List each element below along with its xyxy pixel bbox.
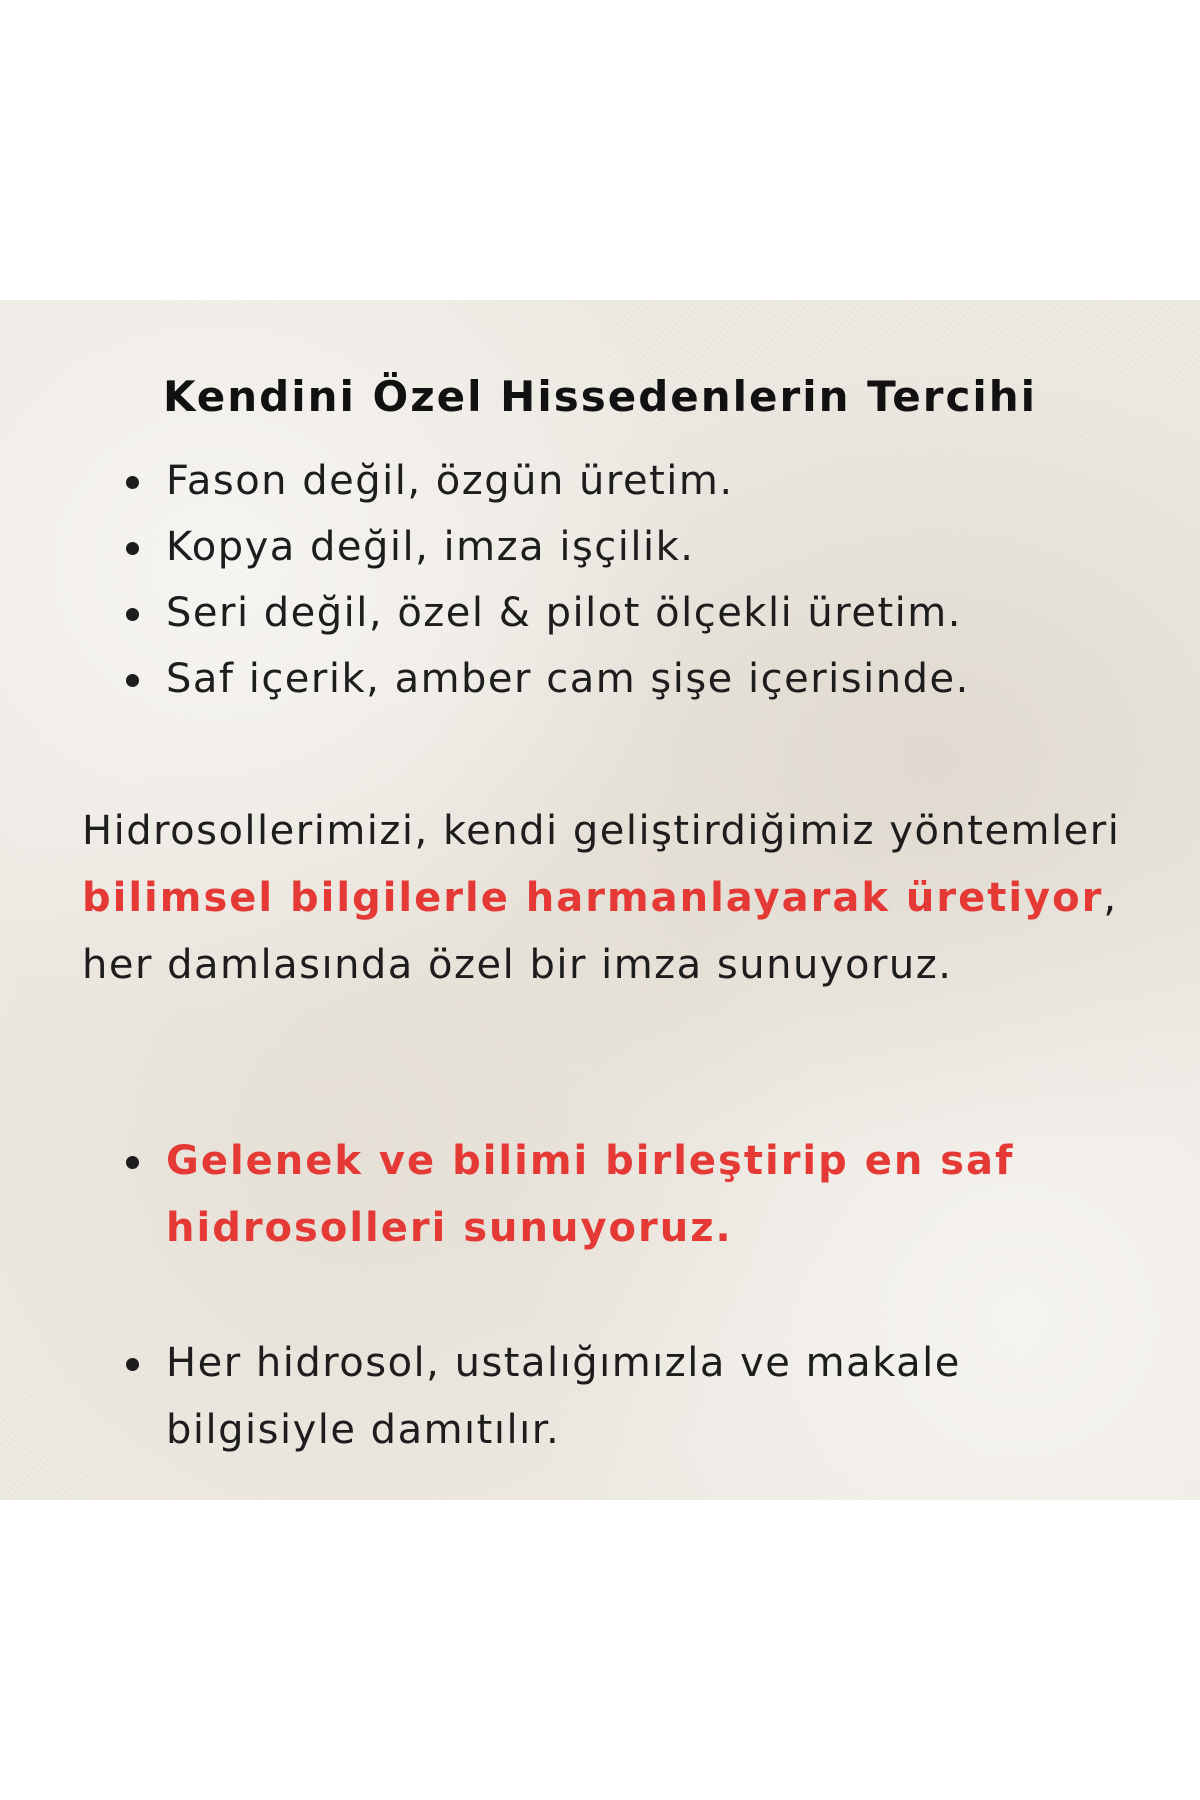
description-highlight: bilimsel bilgilerle harmanlayarak üretiyor	[82, 875, 1104, 921]
bullet-dot-icon	[126, 1156, 139, 1169]
content-area	[0, 300, 1200, 1500]
list-item	[122, 580, 1082, 646]
feature-text: Seri değil, özel & pilot ölçekli üretim.	[166, 590, 962, 636]
description-text-start: Hidrosollerimizi, kendi geliştirdiğimiz yöntemleri	[82, 808, 1121, 854]
list-item	[122, 448, 1082, 514]
bullet-dot-icon	[126, 1358, 139, 1371]
bullet-dot-icon	[126, 674, 139, 687]
description-paragraph	[82, 798, 1122, 999]
craft-text: Her hidrosol, ustalığımızla ve makale bilgisiyle damıtılır.	[166, 1340, 961, 1453]
list-item	[122, 514, 1082, 580]
tradition-text: Gelenek ve bilimi birleştirip en saf hidrosolleri sunuyoruz.	[166, 1138, 1015, 1251]
bullet-dot-icon	[126, 476, 139, 489]
list-item	[122, 646, 1082, 712]
feature-text: Kopya değil, imza işçilik.	[166, 524, 695, 570]
description-text-end: , her damlasında özel bir imza sunuyoruz.	[82, 875, 1118, 988]
feature-list	[122, 448, 1082, 712]
bullet-dot-icon	[126, 608, 139, 621]
feature-text: Saf içerik, amber cam şişe içerisinde.	[166, 656, 970, 702]
feature-text: Fason değil, özgün üretim.	[166, 458, 734, 504]
bullet-dot-icon	[126, 542, 139, 555]
tradition-bullet	[122, 1128, 1082, 1262]
page-title: Kendini Özel Hissedenlerin Tercihi	[162, 372, 1038, 421]
craft-bullet	[122, 1330, 1082, 1464]
